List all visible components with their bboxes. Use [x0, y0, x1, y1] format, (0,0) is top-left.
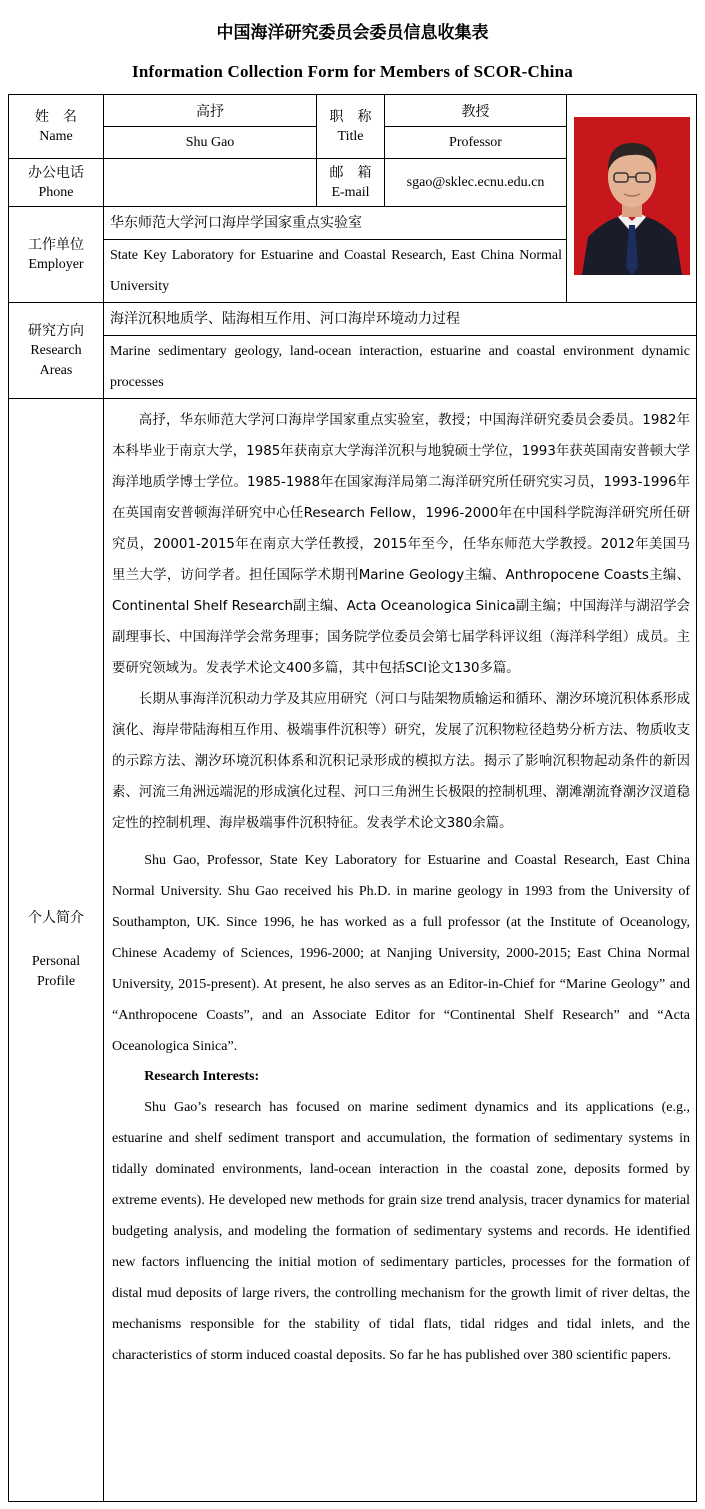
research-interests-heading: Research Interests:	[144, 1069, 260, 1084]
profile-label-en-1: Personal	[31, 954, 81, 969]
portrait-photo-graphic	[574, 117, 690, 275]
email-label-cn: 邮 箱	[329, 164, 372, 181]
email-value: sgao@sklec.ecnu.edu.cn	[385, 159, 567, 207]
phone-label-en: Phone	[38, 184, 74, 200]
profile-content-cell	[104, 399, 697, 1502]
phone-label-cn: 办公电话	[28, 164, 84, 181]
employer-label-cell	[9, 207, 104, 303]
title-label-en: Title	[337, 128, 364, 144]
employer-label-en: Employer	[28, 256, 84, 272]
info-form-table	[8, 94, 697, 1502]
employer-label-cn: 工作单位	[28, 236, 84, 253]
phone-label-cell	[9, 159, 104, 207]
employer-value-cell	[104, 207, 567, 303]
employer-value-en: State Key Laboratory for Estuarine and Coastal Research, East China Normal University	[110, 248, 562, 294]
name-label-cell	[9, 95, 104, 159]
form-title-english: Information Collection Form for Members of SCOR-China	[132, 62, 573, 81]
profile-cn-paragraph-1: 高抒，华东师范大学河口海岸学国家重点实验室，教授；中国海洋研究委员会委员。1982年本科毕业于南京大学，1985年获南京大学海洋沉积与地貌硕士学位，1993年获英国南安普顿大学海洋地质学博士学位。1985-1988年在国家海洋局第二海洋研究所任研究实习员，1993-1996年在英国南安普顿海洋研究中心任Research Fellow，1996-2000年在中国科学院海洋研究所任研究员，20001-2015年在南京大学任教授，2015年至今，任华东师范大学教授。2012年美国马里兰大学，访问学者。担任国际学术期刊Marine Geology主编、Anthropocene Coasts主编、Continental Shelf Research副主编、Acta Oceanologica Sinica副主编；中国海洋与湖沼学会副理事长、中国海洋学会常务理事；国务院学位委员会第七届学科评议组（海洋科学组）成员。主要研究领域为。发表学术论文400多篇，其中包括SCI论文130多篇。	[112, 413, 690, 676]
title-value-cn: 教授	[385, 95, 567, 127]
research-value-cell	[104, 303, 697, 399]
profile-label-cn: 个人简介	[28, 910, 84, 926]
name-label-cn: 姓 名	[35, 108, 77, 125]
research-label-cell	[9, 303, 104, 399]
title-label-cn: 职 称	[329, 108, 372, 125]
portrait-photo	[574, 117, 690, 275]
name-value-cn: 高抒	[104, 95, 317, 127]
research-label-cn: 研究方向	[28, 322, 84, 339]
name-label-en: Name	[39, 128, 73, 144]
email-label-cell	[317, 159, 385, 207]
profile-en-paragraph-2: Shu Gao’s research has focused on marine sediment dynamics and its applications (e.g., estuarine and shelf sediment transport and accumulation, the formation of sedimentary systems in tidally dominated environments, land-ocean interaction in the coastal zone, deposits formed by extreme events). He developed new methods for grain size trend analysis, tracer dynamics for material budgeting analysis, and modeling the formation of sedimentary systems and records. He identified new factors influencing the initial motion of sedimentary particles, processes for the formation of distal mud deposits of large rivers, the controlling mechanism for the growth limit of river deltas, the mechanisms responsible for the stability of tidal flats, tidal ridges and tidal inlets, and the characteristics of storm induced coastal deposits. So far he has published over 380 scientific papers.	[112, 1100, 690, 1363]
form-title-chinese: 中国海洋研究委员会委员信息收集表	[216, 23, 489, 43]
photo-cell	[567, 95, 697, 303]
research-label-en-1: Research	[30, 342, 82, 358]
profile-cn-paragraph-2: 长期从事海洋沉积动力学及其应用研究（河口与陆架物质输运和循环、潮汐环境沉积体系形成演化、海岸带陆海相互作用、极端事件沉积等）研究，发展了沉积物粒径趋势分析方法、物质收支的示踪方法、潮汐环境沉积体系和沉积记录形成的模拟方法。揭示了影响沉积物起动条件的新因素、河流三角洲远端泥的形成演化过程、河口三角洲生长极限的控制机理、潮滩潮流脊潮汐汊道稳定性的控制机理、海岸极端事件沉积特征。发表学术论文380余篇。	[112, 692, 690, 831]
title-value-en: Professor	[385, 127, 567, 159]
email-label-en: E-mail	[331, 184, 370, 200]
research-value-cn: 海洋沉积地质学、陆海相互作用、河口海岸环境动力过程	[104, 303, 696, 336]
profile-label-cell	[9, 399, 104, 1502]
research-value-en: Marine sedimentary geology, land-ocean interaction, estuarine and coastal environment dynamic processes	[110, 344, 690, 390]
profile-en-paragraph-1: Shu Gao, Professor, State Key Laboratory for Estuarine and Coastal Research, East China Normal University. Shu Gao received his Ph.D. in marine geology in 1993 from the University of Southampton, UK. Since 1996, he has worked as a full professor (at the Institute of Oceanology, Chinese Academy of Sciences, 1996-2000; at Nanjing University, 2000-2015; East China Normal University, 2015-present). At present, he also serves as an Editor-in-Chief for “Marine Geology” and “Anthropocene Coasts”, and an Associate Editor for “Continental Shelf Research” and “Acta Oceanologica Sinica”.	[112, 853, 690, 1054]
title-label-cell	[317, 95, 385, 159]
research-label-en-2: Areas	[39, 362, 73, 378]
employer-value-cn: 华东师范大学河口海岸学国家重点实验室	[104, 207, 566, 240]
name-value-en: Shu Gao	[104, 127, 317, 159]
profile-label-en-2: Profile	[36, 974, 76, 989]
phone-value	[104, 159, 317, 207]
